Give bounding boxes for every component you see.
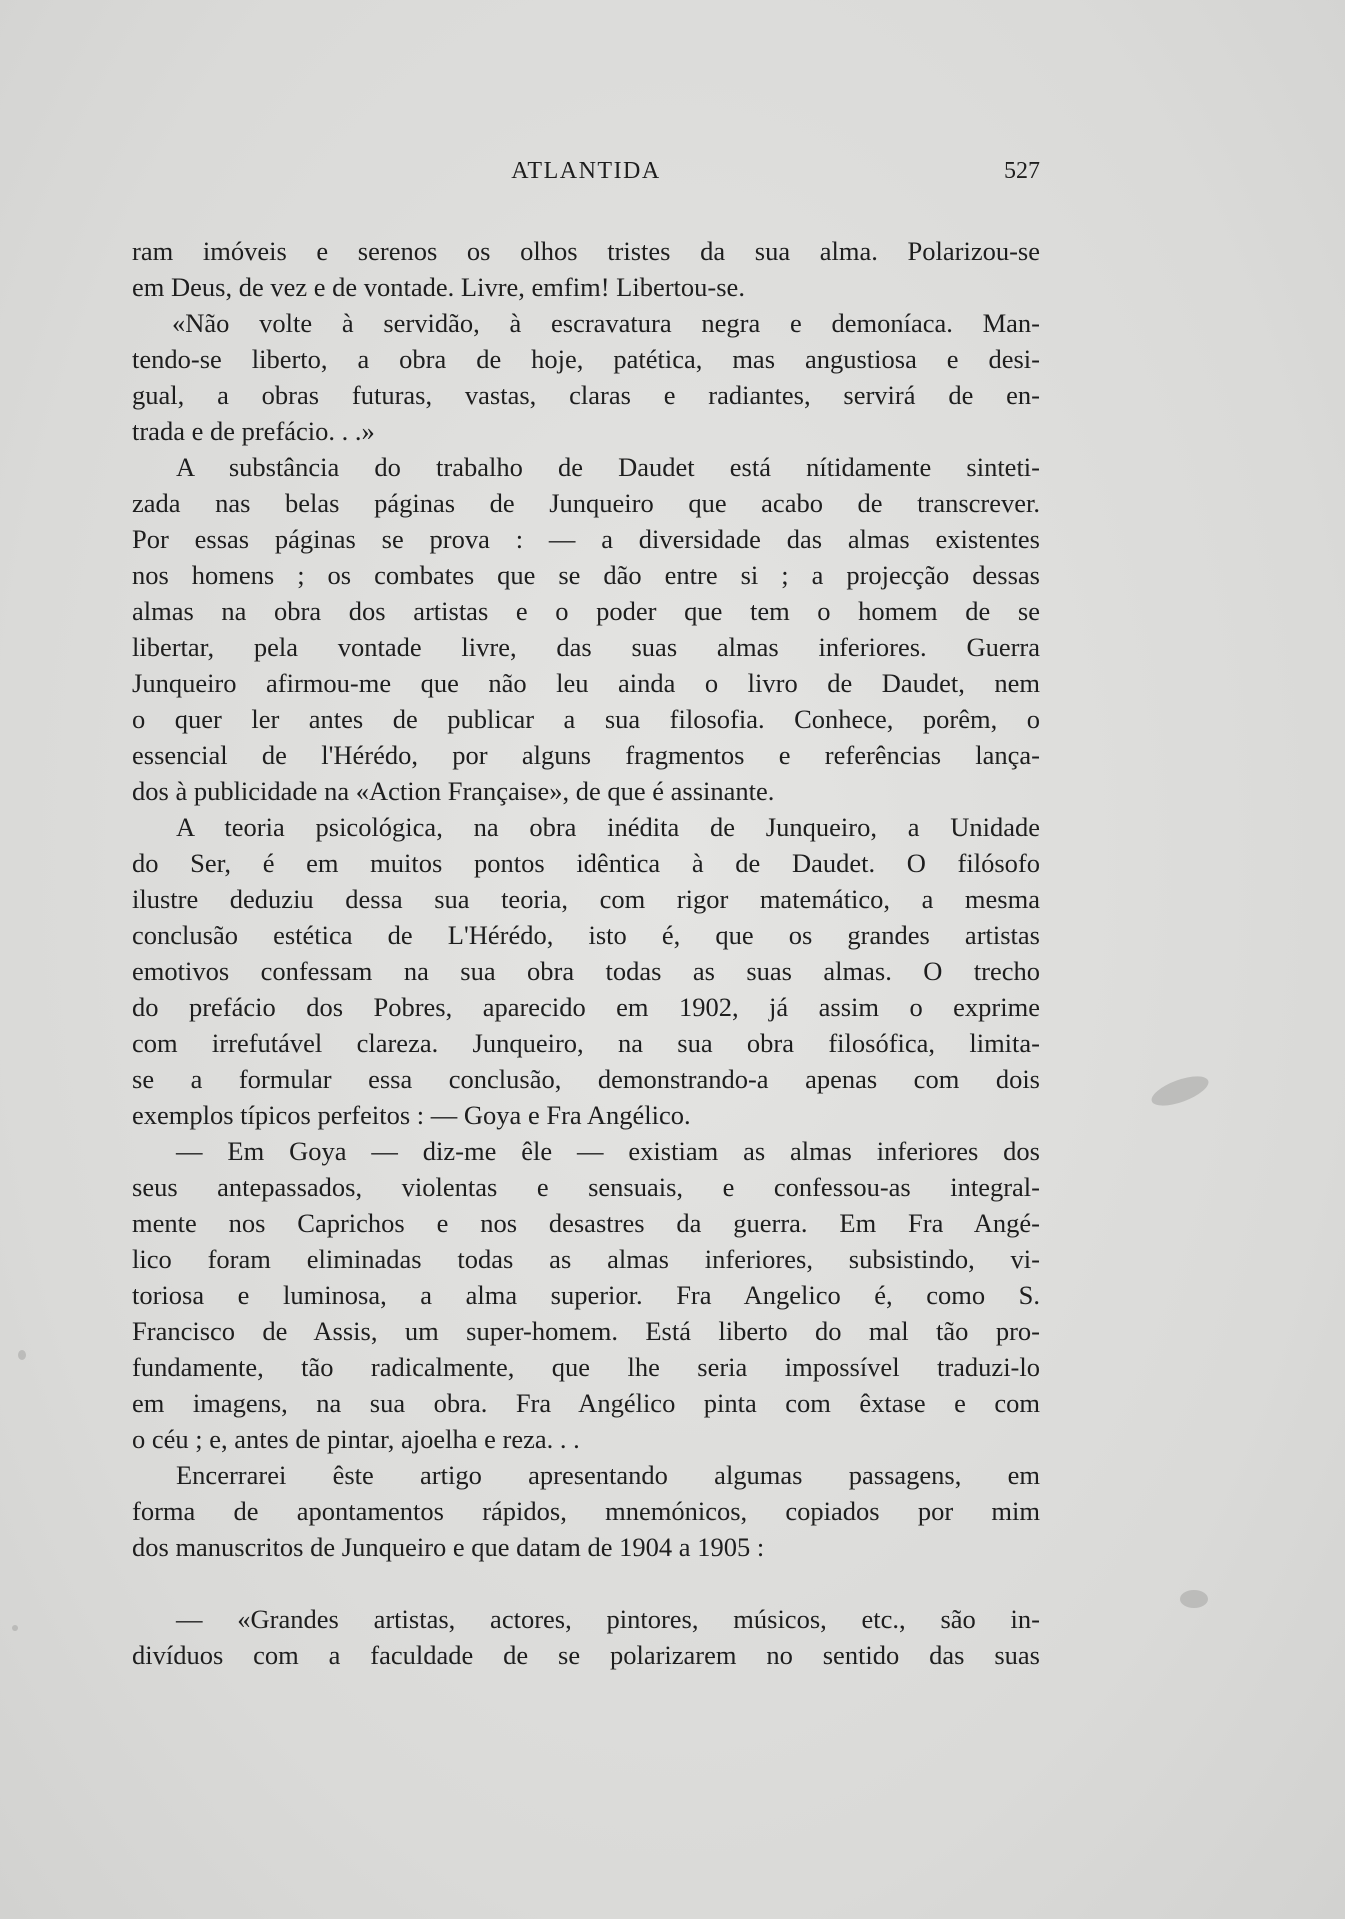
text-line: conclusão estética de L'Hérédo, isto é, que os grandes artistas <box>132 920 1040 950</box>
text-line: o quer ler antes de publicar a sua filosofia. Conhece, porêm, o <box>132 704 1040 734</box>
text-line: «Não volte à servidão, à escravatura negra e demoníaca. Man- <box>172 308 1040 338</box>
text-line: o céu ; e, antes de pintar, ajoelha e reza. . . <box>132 1424 580 1454</box>
text-line: ilustre deduziu dessa sua teoria, com rigor matemático, a mesma <box>132 884 1040 914</box>
text-line: seus antepassados, violentas e sensuais, e confessou-as integral- <box>132 1172 1040 1202</box>
body-text <box>132 233 1040 1673</box>
text-line: almas na obra dos artistas e o poder que tem o homem de se <box>132 596 1040 626</box>
paragraph-gap <box>132 1565 1040 1601</box>
page-number: 527 <box>1004 158 1040 184</box>
text-line: tendo-se liberto, a obra de hoje, patética, mas angustiosa e desi- <box>132 344 1040 374</box>
text-line: mente nos Caprichos e nos desastres da guerra. Em Fra Angé- <box>132 1208 1040 1238</box>
paper-speck <box>1148 1070 1212 1111</box>
text-line: em imagens, na sua obra. Fra Angélico pinta com êxtase e com <box>132 1388 1040 1418</box>
text-line: A teoria psicológica, na obra inédita de Junqueiro, a Unidade <box>176 812 1040 842</box>
text-line: dos manuscritos de Junqueiro e que datam de 1904 a 1905 : <box>132 1532 765 1562</box>
text-line: — Em Goya — diz-me êle — existiam as almas inferiores dos <box>176 1136 1040 1166</box>
text-line: lico foram eliminadas todas as almas inferiores, subsistindo, vi- <box>132 1244 1040 1274</box>
text-line: se a formular essa conclusão, demonstrando-a apenas com dois <box>132 1064 1040 1094</box>
text-line: do Ser, é em muitos pontos idêntica à de Daudet. O filósofo <box>132 848 1040 878</box>
running-title: ATLANTIDA <box>511 158 661 184</box>
text-line: em Deus, de vez e de vontade. Livre, emfim! Libertou-se. <box>132 272 745 302</box>
text-line: emotivos confessam na sua obra todas as suas almas. O trecho <box>132 956 1040 986</box>
text-line: Junqueiro afirmou-me que não leu ainda o livro de Daudet, nem <box>132 668 1040 698</box>
text-line: ram imóveis e serenos os olhos tristes da sua alma. Polarizou-se <box>132 236 1040 266</box>
text-line: Por essas páginas se prova : — a diversidade das almas existentes <box>132 524 1040 554</box>
text-line: — «Grandes artistas, actores, pintores, músicos, etc., são in- <box>176 1604 1040 1634</box>
text-line: fundamente, tão radicalmente, que lhe seria impossível traduzi-lo <box>132 1352 1040 1382</box>
text-line: forma de apontamentos rápidos, mnemónicos, copiados por mim <box>132 1496 1040 1526</box>
text-line: exemplos típicos perfeitos : — Goya e Fra Angélico. <box>132 1100 691 1130</box>
text-line: nos homens ; os combates que se dão entre si ; a projecção dessas <box>132 560 1040 590</box>
text-line: com irrefutável clareza. Junqueiro, na sua obra filosófica, limita- <box>132 1028 1040 1058</box>
text-line: toriosa e luminosa, a alma superior. Fra Angelico é, como S. <box>132 1280 1040 1310</box>
text-line: do prefácio dos Pobres, aparecido em 1902, já assim o exprime <box>132 992 1040 1022</box>
text-line: zada nas belas páginas de Junqueiro que acabo de transcrever. <box>132 488 1040 518</box>
text-line: Francisco de Assis, um super-homem. Está liberto do mal tão pro- <box>132 1316 1040 1346</box>
page-header <box>132 158 1040 198</box>
paper-speck <box>18 1350 26 1360</box>
text-line: gual, a obras futuras, vastas, claras e radiantes, servirá de en- <box>132 380 1040 410</box>
text-line: A substância do trabalho de Daudet está nítidamente sinteti- <box>176 452 1040 482</box>
text-line: essencial de l'Hérédo, por alguns fragmentos e referências lança- <box>132 740 1040 770</box>
paper-speck <box>1180 1590 1208 1608</box>
text-line: Encerrarei êste artigo apresentando algumas passagens, em <box>176 1460 1040 1490</box>
text-line: dos à publicidade na «Action Française», de que é assinante. <box>132 776 775 806</box>
text-line: divíduos com a faculdade de se polarizarem no sentido das suas <box>132 1640 1040 1670</box>
text-line: libertar, pela vontade livre, das suas almas inferiores. Guerra <box>132 632 1040 662</box>
paper-speck <box>12 1625 18 1631</box>
text-line: trada e de prefácio. . .» <box>132 416 375 446</box>
